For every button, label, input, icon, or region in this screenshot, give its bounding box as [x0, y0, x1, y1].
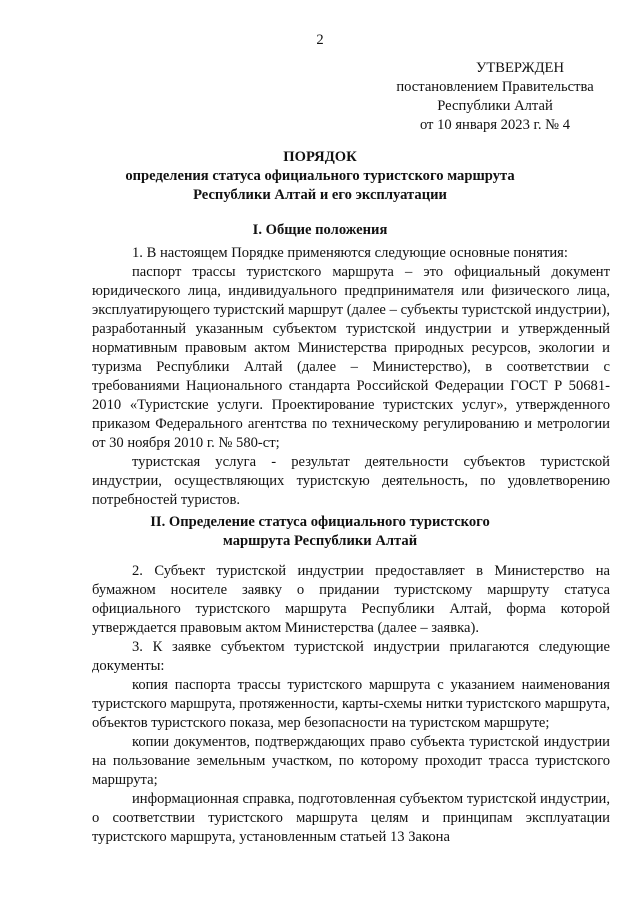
doc-title-line-3: Республики Алтай и его эксплуатации — [193, 187, 447, 203]
doc-title-line-2: определения статуса официального туристского маршрута — [125, 168, 515, 184]
section-1-paragraph-2: паспорт трассы туристского маршрута – это официальный документ юридического лица, индивидуального предпринимателя или физического лица, эксплуатирующего туристский маршрут (далее – субъекты туристской индустрии), разработанный указанным субъектом туристской индустрии и утвержденный нормативным правовым актом Министерства природных ресурсов, экологии и туризма Республики Алтай (далее – Министерство), в соответствии с требованиями Национального стандарта Российской Федерации ГОСТ Р 50681-2010 «Туристские услуги. Проектирование туристских услуг», утвержденного приказом Федерального агентства по техническому регулированию и метрологии от 30 ноября 2010 г. № 580-ст; — [92, 264, 610, 451]
section-2-heading-line-2: маршрута Республики Алтай — [222, 533, 418, 549]
section-2-paragraph-1: 2. Субъект туристской индустрии предоставляет в Министерство на бумажном носителе заявку о придании туристскому маршруту статуса официального туристского маршрута Республики Алтай, форма которой утверждается правовым актом Министерства (далее – заявка). — [92, 563, 610, 636]
section-1-paragraph-3: туристская услуга - результат деятельности субъектов туристской индустрии, осуществляющих туристскую деятельность, по удовлетворению потребностей туристов. — [92, 454, 610, 508]
doc-title-line-1: ПОРЯДОК — [283, 149, 357, 165]
section-1-heading: I. Общие положения — [252, 222, 388, 238]
section-1-paragraph-1: 1. В настоящем Порядке применяются следующие основные понятия: — [132, 245, 568, 261]
section-2-paragraph-2: 3. К заявке субъектом туристской индустрии прилагаются следующие документы: — [92, 639, 610, 674]
approval-line-2: постановлением Правительства — [396, 79, 594, 95]
section-2-paragraph-5: информационная справка, подготовленная субъектом туристской индустрии, о соответствии туристского маршрута целям и принципам эксплуатации туристского маршрута, установленным статьей 13 Закона — [92, 791, 610, 845]
approval-stamp — [360, 59, 630, 135]
section-2-paragraph-3: копия паспорта трассы туристского маршрута с указанием наименования туристского маршрута, протяженности, карты-схемы нитки туристского маршрута, объектов туристского показа, мер безопасности на туристском маршруте; — [92, 677, 610, 731]
approval-line-3: Республики Алтай — [437, 98, 553, 114]
section-1-body — [92, 244, 610, 510]
section-2-paragraph-4: копии документов, подтверждающих право субъекта туристской индустрии на пользование земельным участком, по которому проходит трасса туристского маршрута; — [92, 734, 610, 788]
section-2-heading-line-1: II. Определение статуса официального туристского — [150, 514, 490, 530]
approval-line-1: УТВЕРЖДЕН — [476, 60, 564, 76]
section-2-body — [92, 562, 610, 847]
approval-line-4: от 10 января 2023 г. № 4 — [419, 117, 571, 133]
page-number: 2 — [316, 32, 324, 48]
